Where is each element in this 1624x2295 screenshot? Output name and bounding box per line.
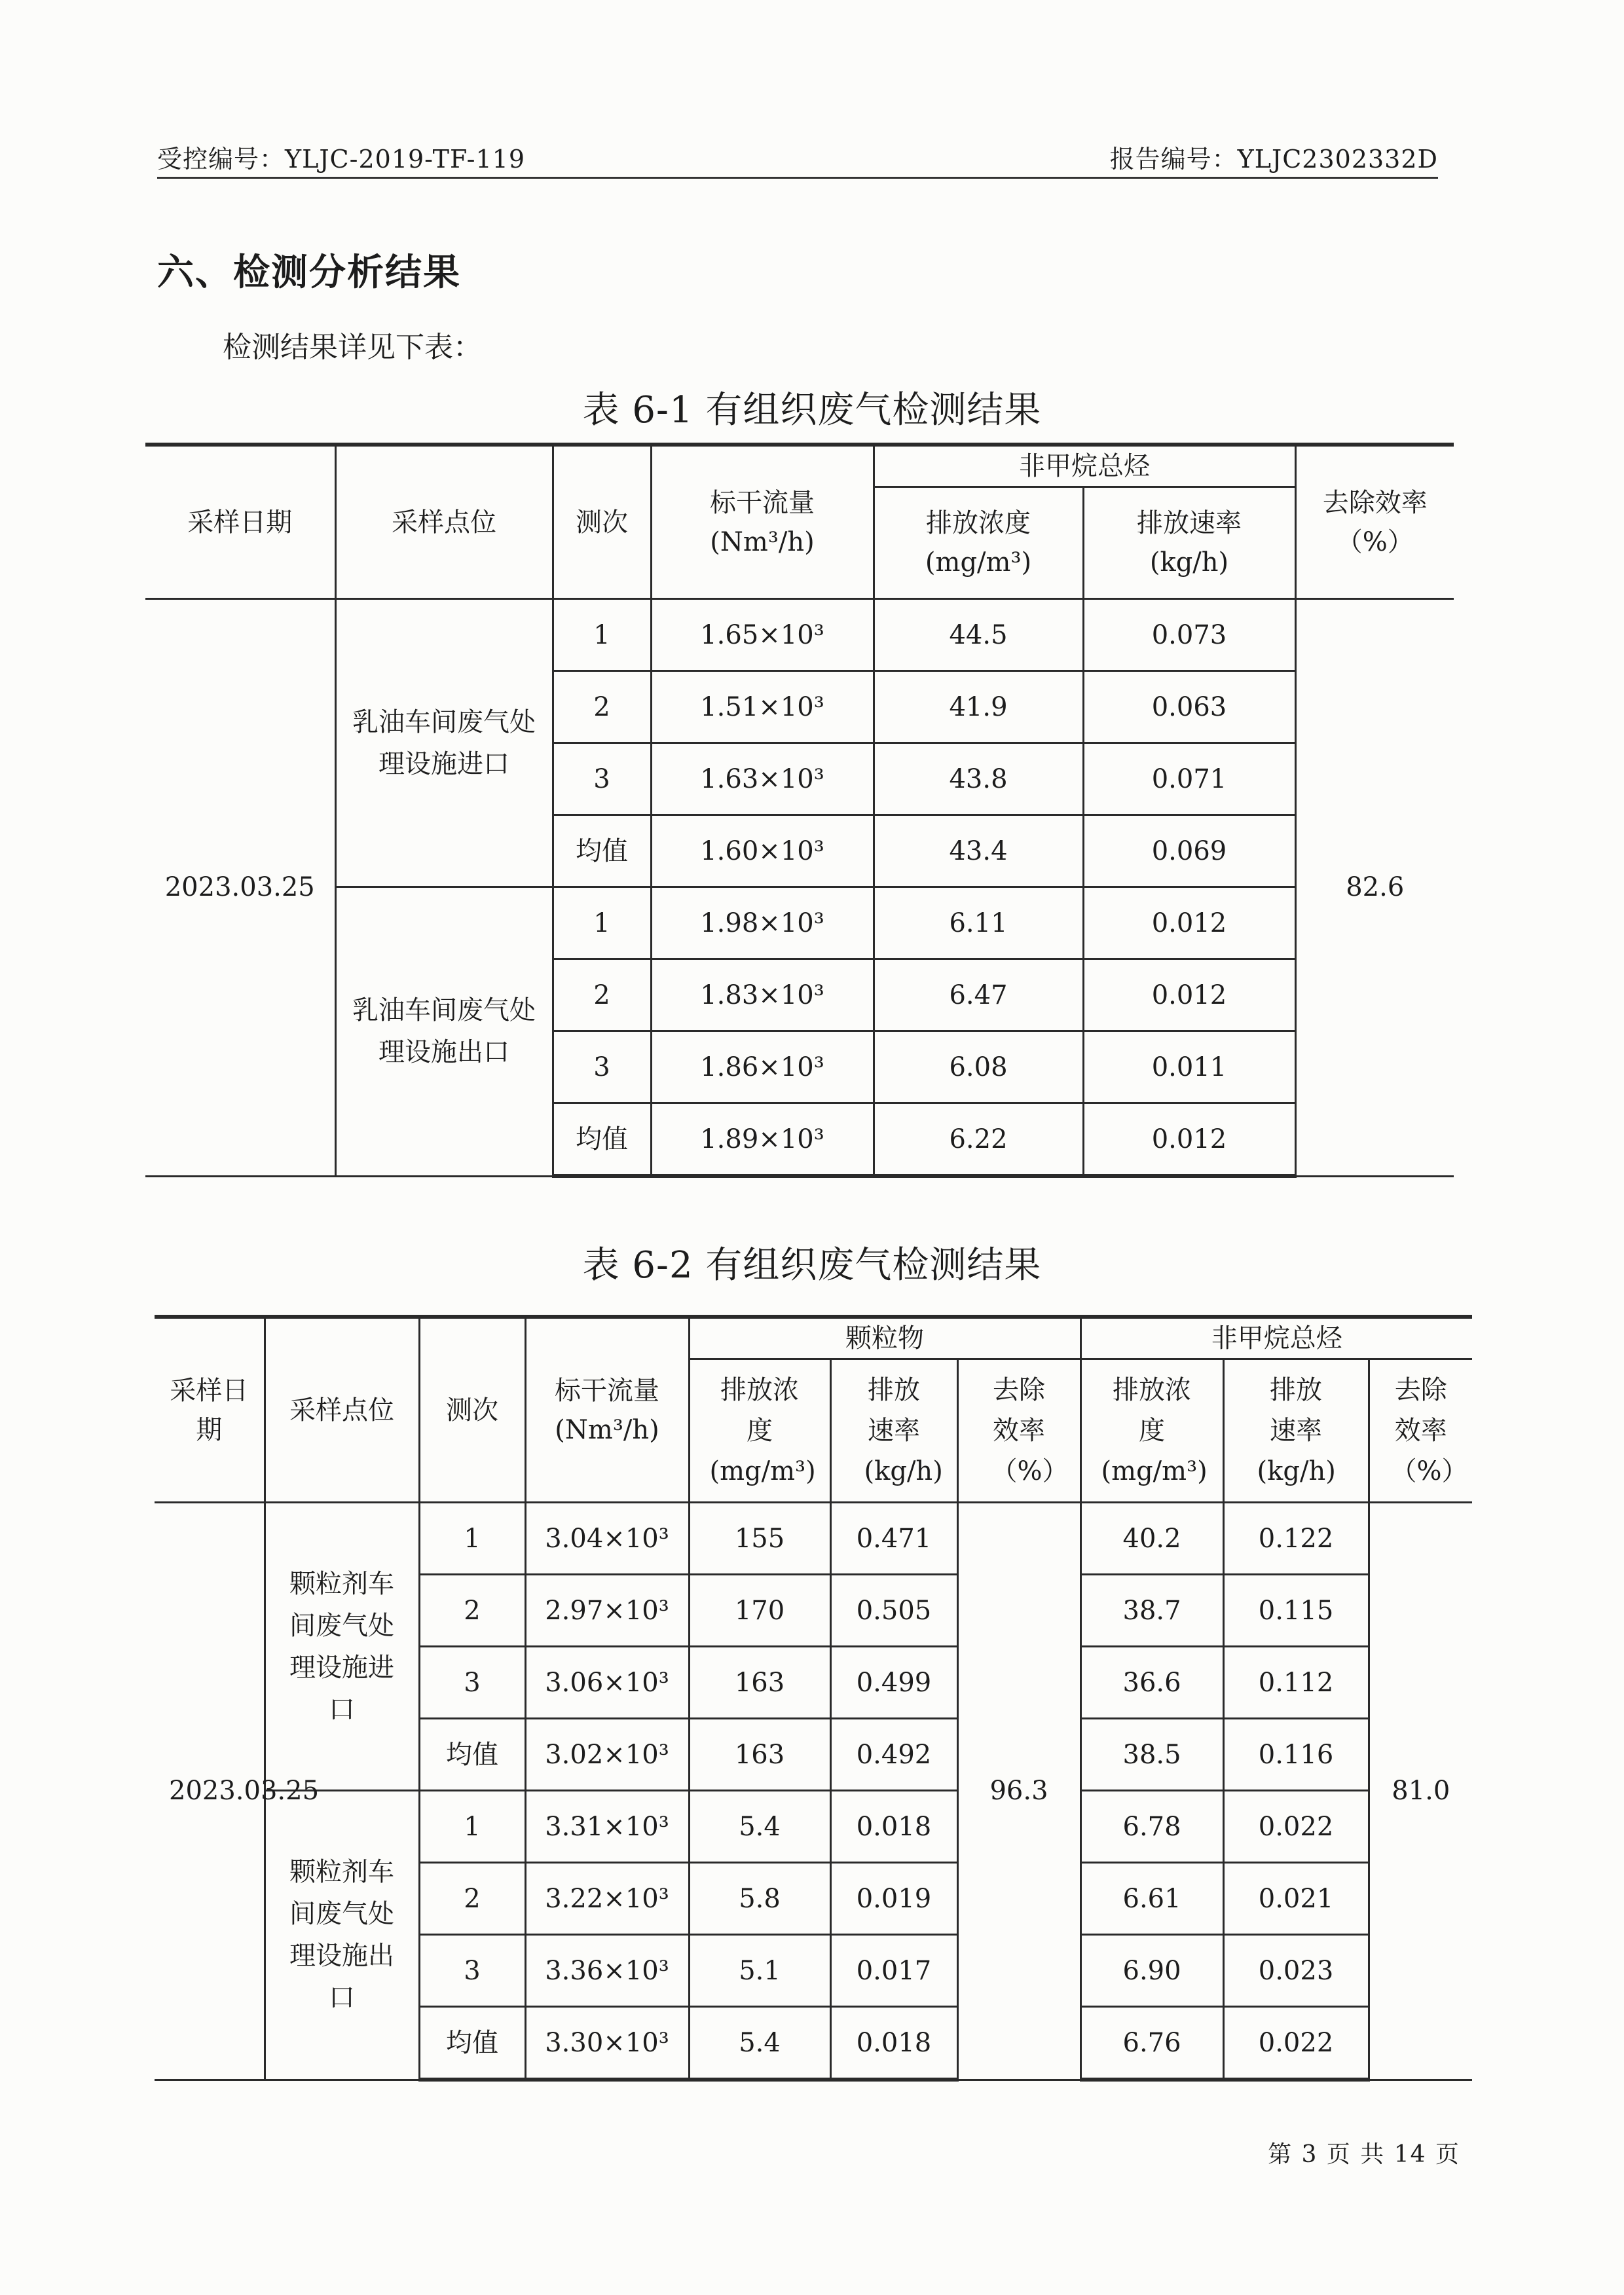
header-nmhc-text: 非甲烷总烃 (1211, 1323, 1342, 1353)
nm-conc-cell (1080, 1647, 1223, 1719)
sampling-date-text: 2023.03.25 (164, 872, 315, 903)
header-rate (1083, 487, 1295, 599)
pm-conc-cell (689, 1647, 830, 1719)
pm-rate-cell (830, 1863, 957, 1935)
header-pm-text: 颗粒物 (845, 1323, 925, 1353)
header-pm-eff-text: （%） (991, 1456, 1069, 1486)
control-number: 受控编号：YLJC-2019-TF-119 (157, 145, 526, 174)
flow-cell (525, 1503, 689, 1575)
header-efficiency (1295, 445, 1454, 599)
header-date-text: 采样日期 (170, 1375, 249, 1445)
header-point-text: 采样点位 (289, 1395, 394, 1425)
run-cell-text: 均值 (576, 835, 628, 866)
pm-rate-cell (830, 1503, 957, 1575)
rate-cell-text: 0.012 (1151, 1124, 1227, 1154)
pm-conc-cell-text: 155 (734, 1523, 785, 1554)
header-pm-rate-text: (kg/h) (864, 1456, 943, 1486)
conc-cell (874, 743, 1083, 815)
nm-conc-cell (1080, 2007, 1223, 2080)
conc-cell-text: 6.11 (949, 908, 1008, 938)
run-cell (553, 1103, 651, 1177)
table-row (155, 1791, 1472, 1863)
flow-cell (651, 959, 874, 1031)
header-nm-eff (1369, 1359, 1472, 1503)
flow-cell (651, 815, 874, 887)
rate-cell (1083, 671, 1295, 743)
nm-conc-cell (1080, 1791, 1223, 1863)
run-cell (419, 1503, 525, 1575)
flow-cell-text: 2.97×10³ (545, 1595, 669, 1626)
pm-conc-cell (689, 1575, 830, 1647)
flow-cell (525, 1935, 689, 2007)
run-cell (553, 887, 651, 959)
pm-conc-cell-text: 5.4 (739, 2027, 781, 2058)
nm-rate-cell (1223, 1647, 1369, 1719)
rate-cell (1083, 599, 1295, 671)
header-date (145, 445, 335, 599)
nm-conc-cell-text: 6.78 (1122, 1811, 1181, 1842)
header-point (265, 1317, 419, 1503)
flow-cell-text: 3.22×10³ (545, 1883, 669, 1914)
run-cell (419, 1647, 525, 1719)
header-efficiency-text: （%） (1336, 526, 1414, 557)
header-pm-eff-text: 去除效率 (993, 1375, 1046, 1446)
rate-cell (1083, 1103, 1295, 1177)
run-cell-text: 2 (593, 980, 610, 1010)
header-rate-text: (kg/h) (1149, 547, 1229, 578)
conc-cell (874, 599, 1083, 671)
nm-rate-cell (1223, 1503, 1369, 1575)
header-flow-text: (Nm³/h) (710, 526, 815, 557)
pm-conc-cell (689, 1935, 830, 2007)
nm-conc-cell-text: 38.5 (1122, 1739, 1181, 1770)
conc-cell-text: 41.9 (949, 691, 1008, 722)
sampling-point-text: 乳油车间废气处理设施出口 (352, 995, 536, 1068)
nm-conc-cell-text: 6.90 (1122, 1955, 1181, 1986)
flow-cell (651, 743, 874, 815)
header-flow-text: 标干流量 (710, 487, 815, 518)
pm-efficiency-value-text: 96.3 (989, 1776, 1048, 1807)
run-cell (553, 959, 651, 1031)
pm-conc-cell (689, 1719, 830, 1791)
flow-cell-text: 1.65×10³ (700, 619, 824, 650)
pm-conc-cell-text: 5.1 (739, 1955, 781, 1986)
sampling-point (335, 887, 553, 1177)
table-header-row (155, 1317, 1472, 1359)
nm-rate-cell-text: 0.021 (1258, 1883, 1334, 1914)
sampling-date-text: 2023.03.25 (169, 1776, 320, 1807)
sampling-point (335, 599, 553, 887)
run-cell (553, 1031, 651, 1103)
table-row (155, 1503, 1472, 1575)
rate-cell (1083, 887, 1295, 959)
run-cell-text: 均值 (576, 1124, 628, 1154)
header-run-text: 测次 (446, 1395, 498, 1425)
pm-conc-cell (689, 1791, 830, 1863)
sampling-point-text: 颗粒剂车间废气处理设施出口 (289, 1857, 394, 2013)
pm-rate-cell (830, 1647, 957, 1719)
header-nm-eff-text: 去除效率 (1394, 1375, 1447, 1446)
rate-cell (1083, 815, 1295, 887)
pm-conc-cell-text: 163 (734, 1667, 785, 1698)
header-nm-rate-text: 排放速率 (1270, 1375, 1323, 1446)
nm-conc-cell-text: 38.7 (1122, 1595, 1181, 1626)
pm-rate-cell-text: 0.018 (856, 1811, 932, 1842)
flow-cell-text: 1.86×10³ (700, 1052, 824, 1082)
results-table-1 (145, 443, 1454, 1178)
pm-rate-cell (830, 1575, 957, 1647)
flow-cell (525, 1575, 689, 1647)
header-pm-eff (957, 1359, 1080, 1503)
pm-conc-cell (689, 1863, 830, 1935)
run-cell-text: 1 (593, 619, 610, 650)
results-table-2 (155, 1315, 1472, 2082)
flow-cell-text: 3.30×10³ (545, 2027, 669, 2058)
flow-cell (525, 2007, 689, 2080)
flow-cell (525, 1719, 689, 1791)
flow-cell (651, 1031, 874, 1103)
conc-cell-text: 6.47 (949, 980, 1008, 1010)
pm-conc-cell-text: 5.8 (739, 1883, 781, 1914)
nm-conc-cell-text: 40.2 (1122, 1523, 1181, 1554)
run-cell (419, 1575, 525, 1647)
conc-cell-text: 6.08 (949, 1052, 1008, 1082)
pm-rate-cell (830, 1791, 957, 1863)
header-date-text: 采样日期 (187, 507, 293, 538)
flow-cell-text: 1.60×10³ (700, 835, 824, 866)
pm-rate-cell (830, 2007, 957, 2080)
header-conc-text: 排放浓度 (926, 508, 1031, 538)
sampling-point (265, 1503, 419, 1791)
nm-efficiency-value-text: 81.0 (1392, 1776, 1450, 1807)
nm-rate-cell (1223, 1575, 1369, 1647)
run-cell-text: 1 (464, 1811, 481, 1842)
header-nmhc-text: 非甲烷总烃 (1019, 451, 1150, 481)
header-pm-conc (689, 1359, 830, 1503)
conc-cell-text: 43.8 (949, 763, 1008, 794)
run-cell (419, 1935, 525, 2007)
header-nm-conc-text: 排放浓度 (1113, 1375, 1192, 1446)
run-cell-text: 3 (593, 1052, 610, 1082)
run-cell-text: 3 (464, 1955, 481, 1986)
pm-rate-cell-text: 0.018 (856, 2027, 932, 2058)
nm-rate-cell-text: 0.112 (1258, 1667, 1334, 1698)
flow-cell (651, 1103, 874, 1177)
header-rule (157, 177, 1438, 179)
conc-cell (874, 959, 1083, 1031)
pm-rate-cell (830, 1719, 957, 1791)
flow-cell-text: 3.02×10³ (545, 1739, 669, 1770)
nm-rate-cell (1223, 1935, 1369, 2007)
pm-conc-cell-text: 5.4 (739, 1811, 781, 1842)
pm-efficiency-value (957, 1503, 1080, 2080)
sampling-point (265, 1791, 419, 2080)
header-point (335, 445, 553, 599)
run-cell (419, 1863, 525, 1935)
conc-cell (874, 1031, 1083, 1103)
pm-rate-cell-text: 0.505 (856, 1595, 932, 1626)
rate-cell-text: 0.011 (1151, 1052, 1227, 1082)
header-flow (651, 445, 874, 599)
header-pm-rate (830, 1359, 957, 1503)
table-row (145, 599, 1454, 671)
nm-rate-cell (1223, 1863, 1369, 1935)
conc-cell-text: 6.22 (949, 1124, 1008, 1154)
sampling-date (145, 599, 335, 1177)
run-cell (553, 815, 651, 887)
nm-rate-cell-text: 0.023 (1258, 1955, 1334, 1986)
pm-rate-cell (830, 1935, 957, 2007)
pm-rate-cell-text: 0.017 (856, 1955, 932, 1986)
run-cell-text: 1 (593, 908, 610, 938)
conc-cell (874, 1103, 1083, 1177)
header-date (155, 1317, 265, 1503)
header-point-text: 采样点位 (392, 507, 496, 538)
rate-cell-text: 0.069 (1151, 835, 1227, 866)
pm-conc-cell (689, 2007, 830, 2080)
header-nm-rate-text: (kg/h) (1257, 1456, 1336, 1486)
sampling-point-text: 颗粒剂车间废气处理设施进口 (289, 1568, 394, 1725)
table-header-row (145, 445, 1454, 487)
flow-cell-text: 1.89×10³ (700, 1124, 824, 1154)
flow-cell (525, 1863, 689, 1935)
pm-conc-cell-text: 163 (734, 1739, 785, 1770)
run-cell-text: 2 (464, 1595, 481, 1626)
header-pm-conc-text: (mg/m³) (709, 1456, 816, 1486)
run-cell (419, 1719, 525, 1791)
header-run-text: 测次 (576, 507, 628, 538)
efficiency-value (1295, 599, 1454, 1177)
nm-rate-cell-text: 0.022 (1258, 2027, 1334, 2058)
pm-rate-cell-text: 0.492 (856, 1739, 932, 1770)
rate-cell (1083, 743, 1295, 815)
conc-cell-text: 44.5 (949, 619, 1008, 650)
flow-cell-text: 3.06×10³ (545, 1667, 669, 1698)
nm-rate-cell-text: 0.022 (1258, 1811, 1334, 1842)
header-nm-eff-text: （%） (1390, 1456, 1468, 1486)
run-cell (419, 1791, 525, 1863)
flow-cell-text: 1.98×10³ (700, 908, 824, 938)
conc-cell (874, 815, 1083, 887)
run-cell (553, 599, 651, 671)
table2-caption: 表 6-2 有组织废气检测结果 (582, 1244, 1042, 1287)
conc-cell (874, 671, 1083, 743)
nm-conc-cell-text: 6.76 (1122, 2027, 1181, 2058)
header-conc (874, 487, 1083, 599)
nm-conc-cell (1080, 1863, 1223, 1935)
header-flow (525, 1317, 689, 1503)
nm-conc-cell-text: 6.61 (1122, 1883, 1181, 1914)
header-nm-conc-text: (mg/m³) (1101, 1456, 1208, 1486)
section-title: 六、检测分析结果 (157, 251, 461, 294)
flow-cell (651, 887, 874, 959)
pm-rate-cell-text: 0.471 (856, 1523, 932, 1554)
header-pm-rate-text: 排放速率 (868, 1375, 920, 1446)
flow-cell (525, 1791, 689, 1863)
header-run (419, 1317, 525, 1503)
flow-cell-text: 3.36×10³ (545, 1955, 669, 1986)
nm-conc-cell-text: 36.6 (1122, 1667, 1181, 1698)
header-run (553, 445, 651, 599)
run-cell-text: 3 (464, 1667, 481, 1698)
run-cell (419, 2007, 525, 2080)
header-nm-conc (1080, 1359, 1223, 1503)
conc-cell-text: 43.4 (949, 835, 1008, 866)
header-nm-rate (1223, 1359, 1369, 1503)
sampling-point-text: 乳油车间废气处理设施进口 (352, 707, 536, 779)
header-efficiency-text: 去除效率 (1322, 487, 1428, 518)
sampling-date (155, 1503, 320, 2080)
report-number: 报告编号：YLJC2302332D (1109, 145, 1438, 174)
page-footer: 第 3 页 共 14 页 (1268, 2141, 1460, 2168)
rate-cell-text: 0.012 (1151, 908, 1227, 938)
nm-rate-cell-text: 0.115 (1258, 1595, 1334, 1626)
section-intro: 检测结果详见下表： (223, 331, 482, 364)
flow-cell (525, 1647, 689, 1719)
flow-cell (651, 599, 874, 671)
flow-cell-text: 3.31×10³ (545, 1811, 669, 1842)
table-row (145, 887, 1454, 959)
nm-rate-cell (1223, 1719, 1369, 1791)
header-flow-text: (Nm³/h) (555, 1414, 659, 1445)
run-cell-text: 均值 (446, 2027, 498, 2058)
header-nmhc (1080, 1317, 1472, 1359)
nm-rate-cell-text: 0.122 (1258, 1523, 1334, 1554)
nm-efficiency-value (1369, 1503, 1472, 2080)
run-cell-text: 3 (593, 763, 610, 794)
flow-cell (651, 671, 874, 743)
nm-conc-cell (1080, 1575, 1223, 1647)
run-cell (553, 743, 651, 815)
rate-cell-text: 0.073 (1151, 619, 1227, 650)
rate-cell-text: 0.063 (1151, 691, 1227, 722)
header-rate-text: 排放速率 (1137, 508, 1242, 538)
nm-rate-cell (1223, 1791, 1369, 1863)
nm-conc-cell (1080, 1503, 1223, 1575)
header-pm (689, 1317, 1080, 1359)
pm-rate-cell-text: 0.499 (856, 1667, 932, 1698)
header-conc-text: (mg/m³) (925, 547, 1032, 578)
flow-cell-text: 1.83×10³ (700, 980, 824, 1010)
nm-rate-cell-text: 0.116 (1258, 1739, 1334, 1770)
rate-cell (1083, 1031, 1295, 1103)
header-nmhc (874, 445, 1295, 487)
nm-conc-cell (1080, 1935, 1223, 2007)
efficiency-value-text: 82.6 (1346, 872, 1405, 903)
run-cell-text: 2 (593, 691, 610, 722)
pm-conc-cell (689, 1503, 830, 1575)
table1-caption: 表 6-1 有组织废气检测结果 (582, 389, 1042, 431)
run-cell-text: 1 (464, 1523, 481, 1554)
rate-cell (1083, 959, 1295, 1031)
header-flow-text: 标干流量 (555, 1375, 659, 1406)
run-cell-text: 均值 (446, 1739, 498, 1770)
run-cell (553, 671, 651, 743)
run-cell-text: 2 (464, 1883, 481, 1914)
flow-cell-text: 3.04×10³ (545, 1523, 669, 1554)
header-pm-conc-text: 排放浓度 (720, 1375, 799, 1446)
rate-cell-text: 0.071 (1151, 763, 1227, 794)
rate-cell-text: 0.012 (1151, 980, 1227, 1010)
pm-rate-cell-text: 0.019 (856, 1883, 932, 1914)
flow-cell-text: 1.63×10³ (700, 763, 824, 794)
nm-rate-cell (1223, 2007, 1369, 2080)
pm-conc-cell-text: 170 (734, 1595, 785, 1626)
flow-cell-text: 1.51×10³ (700, 691, 824, 722)
nm-conc-cell (1080, 1719, 1223, 1791)
conc-cell (874, 887, 1083, 959)
